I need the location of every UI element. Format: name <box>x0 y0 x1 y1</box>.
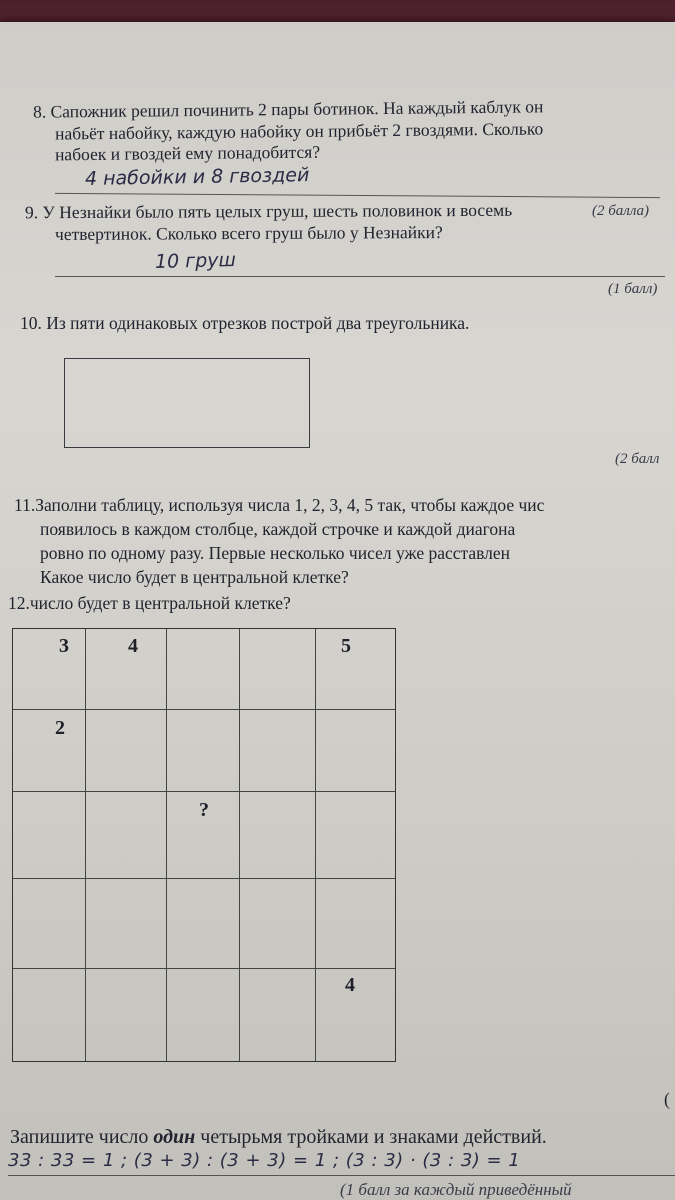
q9-text-line-1: 9. У Незнайки было пять целых груш, шесть половинок и восемь <box>24 199 513 223</box>
grid-vline-4 <box>315 629 316 1061</box>
q13-paren: ( <box>664 1089 670 1109</box>
grid-cell-center: ? <box>199 799 209 821</box>
q8-text-line-3: набоек и гвоздей ему понадобится? <box>54 141 321 165</box>
grid-cell-r2-c1: 2 <box>55 717 65 739</box>
q9-text-line-2: четвертинок. Сколько всего груш было у Незнайки? <box>54 221 443 245</box>
grid-cell-r5-c5: 4 <box>345 974 355 996</box>
q13-prompt-emphasis: один <box>153 1126 196 1148</box>
q12-text: 12.число будет в центральной клетке? <box>8 593 291 613</box>
q10-text: 10. Из пяти одинаковых отрезков построй два треугольника. <box>20 313 470 333</box>
q10-drawing-box <box>64 358 310 448</box>
q8-text-line-2: набьёт набойку, каждую набойку он прибьёт 2 гвоздями. Сколько <box>54 118 544 144</box>
number-grid-5x5 <box>12 628 396 1062</box>
q11-text-line-3: ровно по одному разу. Первые несколько чисел уже расставлен <box>40 543 511 563</box>
grid-vline-3 <box>239 629 240 1061</box>
q13-answer-line <box>8 1175 675 1176</box>
q13-score: (1 балл за каждый приведённый <box>340 1180 572 1199</box>
q13-prompt <box>10 1126 547 1148</box>
grid-vline-1 <box>85 629 86 1061</box>
q13-prompt-a: Запишите число <box>10 1126 154 1148</box>
q8-score: (2 балла) <box>592 203 650 219</box>
grid-hline-1 <box>13 709 395 710</box>
q9-answer-line <box>55 276 665 277</box>
q11-text-line-4: Какое число будет в центральной клетке? <box>40 567 349 587</box>
q8-text-line-1: 8. Сапожник решил починить 2 пары ботинок. На каждый каблук он <box>32 96 544 122</box>
grid-vline-2 <box>166 629 167 1061</box>
grid-cell-r1-c1: 3 <box>59 635 69 657</box>
q11-text-line-1: 11.Заполни таблицу, используя числа 1, 2, 3, 4, 5 так, чтобы каждое чис <box>14 495 545 515</box>
grid-hline-3 <box>13 878 395 879</box>
q9-handwritten-answer: 10 груш <box>154 248 237 274</box>
q11-text-line-2: появилось в каждом столбце, каждой строчке и каждой диагона <box>40 519 516 539</box>
q13-handwritten-answer: 33 : 33 = 1 ; (3 + 3) : (3 + 3) = 1 ; (3 : 3) · (3 : 3) = 1 <box>8 1150 521 1171</box>
q13-prompt-c: четырьмя тройками и знаками действий. <box>195 1126 547 1148</box>
q9-score: (1 балл) <box>608 281 658 297</box>
q8-handwritten-answer: 4 набойки и 8 гвоздей <box>84 164 310 190</box>
q10-score: (2 балл <box>615 451 660 467</box>
grid-cell-r1-c2: 4 <box>128 635 138 657</box>
grid-hline-4 <box>13 968 395 969</box>
grid-cell-r1-c5: 5 <box>341 635 351 657</box>
grid-hline-2 <box>13 791 395 792</box>
